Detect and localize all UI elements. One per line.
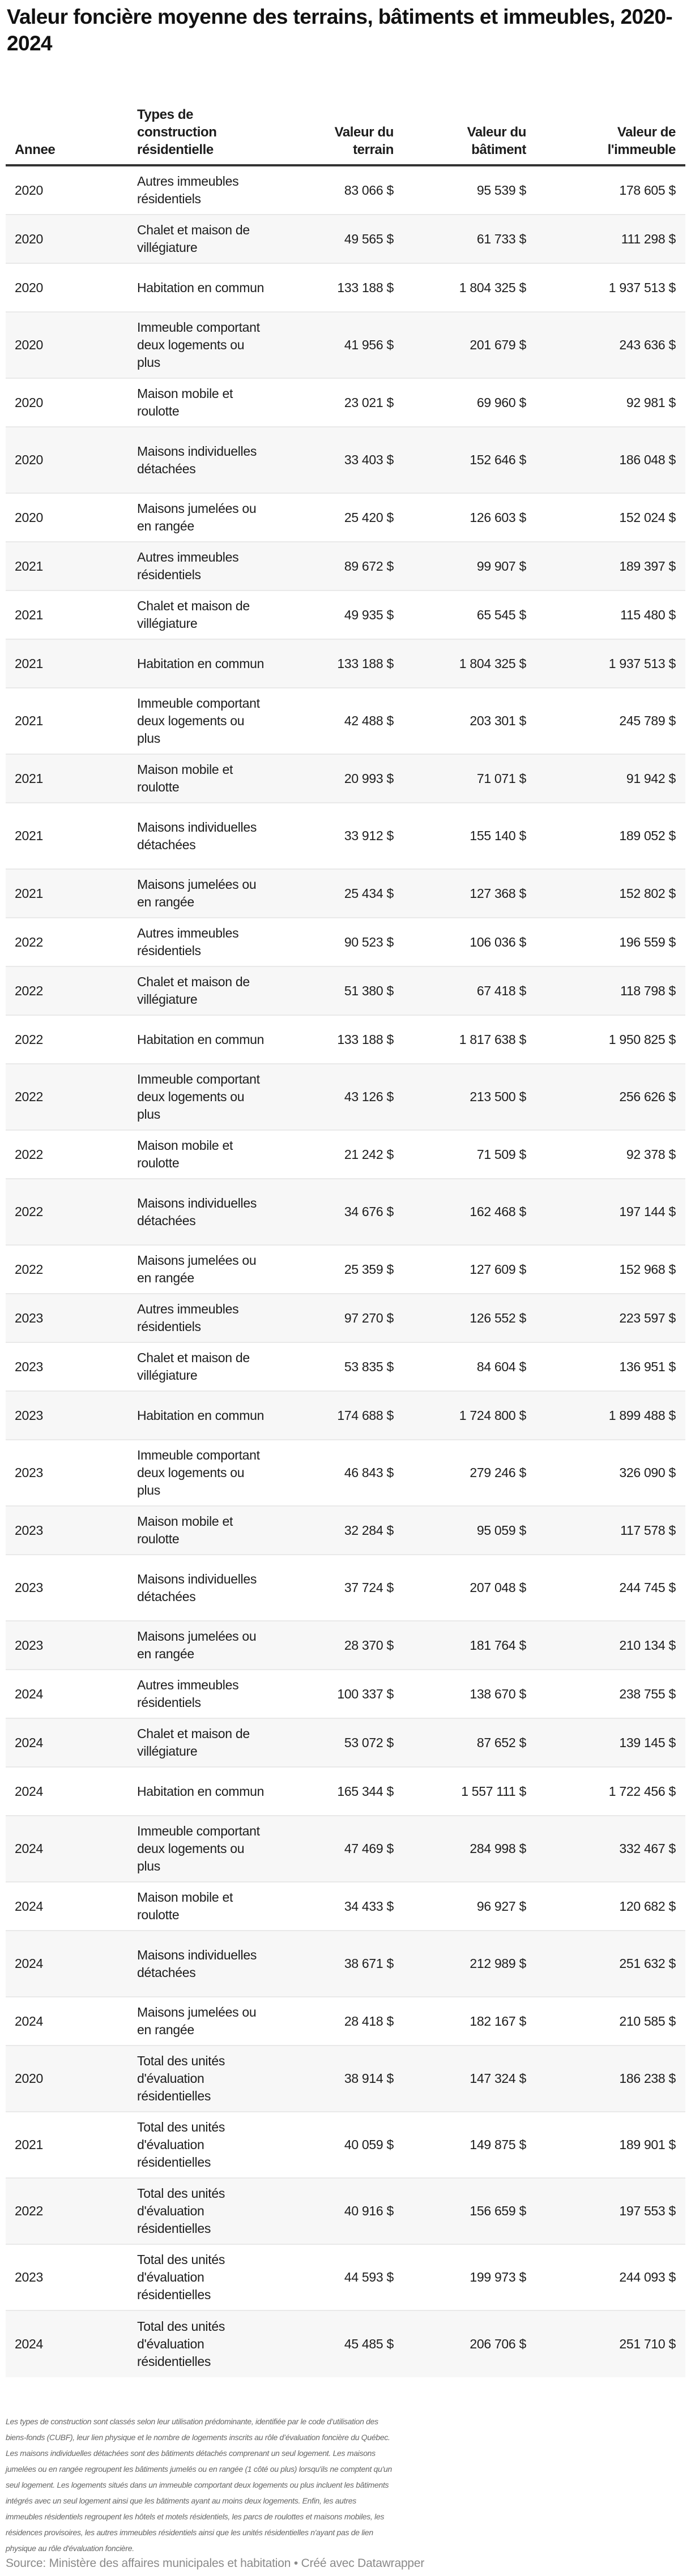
cell-land-value: 44 593 $ xyxy=(344,2270,394,2284)
cell-construction-type: Chalet et maison de villégiature xyxy=(137,222,250,255)
cell-property-value: 197 144 $ xyxy=(619,1204,676,1219)
cell-building-value: 138 670 $ xyxy=(470,1686,526,1701)
cell-year: 2024 xyxy=(15,1783,43,1799)
cell-land-value: 51 380 $ xyxy=(344,983,394,998)
cell-construction-type: Immeuble comportant deux logements ou plus xyxy=(137,320,260,370)
cell-land-value: 89 672 $ xyxy=(344,558,394,574)
cell-property-value: 243 636 $ xyxy=(619,337,676,352)
cell-construction-type: Maisons jumelées ou en rangée xyxy=(137,1629,257,1661)
table-row xyxy=(6,2112,685,2179)
cell-property-value: 111 298 $ xyxy=(621,231,676,246)
cell-property-value: 92 378 $ xyxy=(626,1146,676,1162)
cell-construction-type: Habitation en commun xyxy=(137,656,265,671)
cell-land-value: 38 914 $ xyxy=(344,2071,394,2086)
column-header-land-value[interactable]: Valeur du terrain xyxy=(334,125,394,157)
table-row xyxy=(6,1621,685,1670)
cell-year: 2021 xyxy=(15,607,43,622)
cell-year: 2023 xyxy=(15,1407,43,1423)
cell-property-value: 92 981 $ xyxy=(626,395,676,410)
cell-building-value: 61 733 $ xyxy=(476,231,526,246)
cell-land-value: 25 420 $ xyxy=(344,510,394,525)
cell-building-value: 199 973 $ xyxy=(470,2270,526,2284)
table-row xyxy=(6,918,685,967)
cell-construction-type: Autres immeubles résidentiels xyxy=(137,1302,239,1334)
table-row xyxy=(6,2311,685,2377)
cell-year: 2023 xyxy=(15,1359,43,1374)
cell-construction-type: Maisons jumelées ou en rangée xyxy=(137,501,257,533)
cell-property-value: 152 968 $ xyxy=(619,1261,676,1277)
cell-land-value: 133 188 $ xyxy=(337,656,394,671)
table-row xyxy=(6,803,685,870)
table-row xyxy=(6,264,685,313)
cell-construction-type: Total des unités d'évaluation résidentielles xyxy=(137,2186,225,2236)
footnote-line: biens-fonds (CUBF), leur lien physique et le nombre de logements inscrits au rôle d’évaluation foncière du Québec. xyxy=(6,2433,390,2442)
cell-year: 2023 xyxy=(15,1580,43,1595)
cell-land-value: 28 418 $ xyxy=(344,2013,394,2029)
cell-property-value: 120 682 $ xyxy=(619,1898,676,1914)
cell-land-value: 53 835 $ xyxy=(344,1359,394,1374)
cell-construction-type: Habitation en commun xyxy=(137,280,265,295)
table-row xyxy=(6,1440,685,1507)
data-table xyxy=(6,87,685,2377)
cell-land-value: 33 403 $ xyxy=(344,452,394,467)
cell-building-value: 182 167 $ xyxy=(470,2013,526,2029)
table-row xyxy=(6,1555,685,1621)
cell-construction-type: Immeuble comportant deux logements ou plus xyxy=(137,1072,260,1122)
cell-year: 2022 xyxy=(15,2203,43,2218)
cell-construction-type: Maisons individuelles détachées xyxy=(137,819,257,852)
cell-land-value: 25 359 $ xyxy=(344,1261,394,1277)
cell-property-value: 210 585 $ xyxy=(619,2013,676,2029)
cell-building-value: 1 817 638 $ xyxy=(459,1032,526,1047)
cell-year: 2020 xyxy=(15,2071,43,2086)
cell-construction-type: Maisons individuelles détachées xyxy=(137,1571,257,1604)
cell-year: 2020 xyxy=(15,452,43,467)
cell-construction-type: Maisons jumelées ou en rangée xyxy=(137,877,257,909)
cell-year: 2021 xyxy=(15,2137,43,2152)
cell-building-value: 1 557 111 $ xyxy=(461,1783,526,1799)
cell-land-value: 49 565 $ xyxy=(344,231,394,246)
cell-land-value: 174 688 $ xyxy=(337,1407,394,1423)
cell-construction-type: Maisons individuelles détachées xyxy=(137,1195,257,1228)
cell-construction-type: Maison mobile et roulotte xyxy=(137,762,233,794)
table-row xyxy=(6,427,685,494)
cell-year: 2020 xyxy=(15,280,43,295)
cell-construction-type: Maison mobile et roulotte xyxy=(137,1514,233,1546)
cell-year: 2021 xyxy=(15,771,43,786)
cell-land-value: 53 072 $ xyxy=(344,1735,394,1750)
cell-building-value: 147 324 $ xyxy=(470,2071,526,2086)
cell-construction-type: Immeuble comportant deux logements ou plus xyxy=(137,1824,260,1873)
table-row xyxy=(6,494,685,542)
table-row xyxy=(6,688,685,755)
cell-property-value: 152 802 $ xyxy=(619,885,676,901)
cell-property-value: 189 052 $ xyxy=(619,828,676,843)
table-row xyxy=(6,1246,685,1294)
cell-land-value: 34 676 $ xyxy=(344,1204,394,1219)
cell-land-value: 42 488 $ xyxy=(344,713,394,728)
cell-building-value: 181 764 $ xyxy=(470,1637,526,1653)
cell-year: 2021 xyxy=(15,828,43,843)
cell-property-value: 256 626 $ xyxy=(619,1089,676,1104)
cell-property-value: 197 553 $ xyxy=(619,2203,676,2218)
cell-construction-type: Chalet et maison de villégiature xyxy=(137,598,250,631)
cell-year: 2022 xyxy=(15,1089,43,1104)
cell-building-value: 87 652 $ xyxy=(476,1735,526,1750)
cell-property-value: 118 798 $ xyxy=(620,983,676,998)
table-row xyxy=(6,1507,685,1555)
cell-year: 2022 xyxy=(15,1261,43,1277)
table-row xyxy=(6,1179,685,1246)
cell-land-value: 25 434 $ xyxy=(344,885,394,901)
cell-construction-type: Habitation en commun xyxy=(137,1032,265,1047)
cell-construction-type: Immeuble comportant deux logements ou plus xyxy=(137,696,260,746)
cell-property-value: 1 722 456 $ xyxy=(608,1783,676,1799)
table-row xyxy=(6,967,685,1016)
cell-building-value: 71 071 $ xyxy=(476,771,526,786)
cell-land-value: 34 433 $ xyxy=(344,1898,394,1914)
cell-land-value: 100 337 $ xyxy=(337,1686,394,1701)
cell-land-value: 90 523 $ xyxy=(344,934,394,949)
cell-year: 2023 xyxy=(15,1465,43,1480)
cell-building-value: 71 509 $ xyxy=(476,1146,526,1162)
cell-year: 2022 xyxy=(15,1032,43,1047)
table-row xyxy=(6,379,685,427)
footnote-line: résidences provisoires, les autres immeubles résidentiels ainsi que les unités résidentielles n'ayant pas de lien xyxy=(6,2528,373,2537)
cell-land-value: 43 126 $ xyxy=(344,1089,394,1104)
cell-land-value: 133 188 $ xyxy=(337,1032,394,1047)
cell-property-value: 196 559 $ xyxy=(619,934,676,949)
cell-year: 2022 xyxy=(15,934,43,949)
cell-land-value: 41 956 $ xyxy=(344,337,394,352)
cell-land-value: 28 370 $ xyxy=(344,1637,394,1653)
table-row xyxy=(6,2245,685,2311)
cell-property-value: 1 950 825 $ xyxy=(608,1032,676,1047)
cell-year: 2020 xyxy=(15,231,43,246)
cell-year: 2024 xyxy=(15,1956,43,1971)
cell-year: 2021 xyxy=(15,713,43,728)
cell-construction-type: Chalet et maison de villégiature xyxy=(137,974,250,1007)
cell-year: 2021 xyxy=(15,885,43,901)
table-row xyxy=(6,542,685,591)
cell-property-value: 251 632 $ xyxy=(619,1956,676,1971)
cell-construction-type: Maisons jumelées ou en rangée xyxy=(137,2005,257,2037)
cell-property-value: 189 901 $ xyxy=(619,2137,676,2152)
cell-year: 2023 xyxy=(15,1310,43,1325)
footnote-line: immeubles résidentiels regroupent les hôtels et motels résidentiels, les parcs de roulottes et maisons mobiles, les xyxy=(6,2512,385,2521)
cell-construction-type: Maison mobile et roulotte xyxy=(137,1890,233,1922)
cell-building-value: 67 418 $ xyxy=(476,983,526,998)
cell-land-value: 47 469 $ xyxy=(344,1841,394,1856)
table-row xyxy=(6,2179,685,2245)
table-row xyxy=(6,313,685,379)
table-row xyxy=(6,1392,685,1440)
table-row xyxy=(6,166,685,215)
cell-property-value: 244 745 $ xyxy=(619,1580,676,1595)
cell-building-value: 152 646 $ xyxy=(470,452,526,467)
footnote-line: Les types de construction sont classés selon leur utilisation prédominante, identifiée par le code d’utilisation des xyxy=(6,2417,378,2426)
cell-construction-type: Total des unités d'évaluation résidentielles xyxy=(137,2319,225,2369)
cell-year: 2020 xyxy=(15,182,43,198)
cell-year: 2023 xyxy=(15,2270,43,2284)
cell-construction-type: Total des unités d'évaluation résidentielles xyxy=(137,2252,225,2302)
table-row xyxy=(6,1064,685,1131)
cell-year: 2024 xyxy=(15,1898,43,1914)
cell-year: 2024 xyxy=(15,1686,43,1701)
cell-building-value: 126 552 $ xyxy=(470,1310,526,1325)
cell-building-value: 127 609 $ xyxy=(470,1261,526,1277)
table-row xyxy=(6,1816,685,1882)
cell-construction-type: Chalet et maison de villégiature xyxy=(137,1350,250,1383)
cell-land-value: 133 188 $ xyxy=(337,280,394,295)
cell-land-value: 49 935 $ xyxy=(344,607,394,622)
cell-construction-type: Maisons individuelles détachées xyxy=(137,443,257,476)
cell-building-value: 156 659 $ xyxy=(470,2203,526,2218)
cell-year: 2021 xyxy=(15,656,43,671)
cell-land-value: 97 270 $ xyxy=(344,1310,394,1325)
table-row xyxy=(6,1719,685,1768)
cell-building-value: 126 603 $ xyxy=(470,510,526,525)
cell-building-value: 162 468 $ xyxy=(470,1204,526,1219)
cell-building-value: 279 246 $ xyxy=(470,1465,526,1480)
column-header-property-value[interactable]: Valeur de l'immeuble xyxy=(607,125,676,157)
cell-land-value: 20 993 $ xyxy=(344,771,394,786)
cell-year: 2024 xyxy=(15,2337,43,2351)
cell-construction-type: Chalet et maison de villégiature xyxy=(137,1726,250,1758)
cell-property-value: 152 024 $ xyxy=(619,510,676,525)
cell-property-value: 332 467 $ xyxy=(619,1841,676,1856)
cell-land-value: 38 671 $ xyxy=(344,1956,394,1971)
cell-year: 2024 xyxy=(15,2013,43,2029)
cell-land-value: 45 485 $ xyxy=(344,2337,394,2351)
table-row xyxy=(6,640,685,688)
cell-land-value: 37 724 $ xyxy=(344,1580,394,1595)
cell-property-value: 115 480 $ xyxy=(620,607,676,622)
cell-land-value: 32 284 $ xyxy=(344,1522,394,1538)
cell-year: 2020 xyxy=(15,337,43,352)
cell-property-value: 136 951 $ xyxy=(619,1359,676,1374)
cell-construction-type: Total des unités d'évaluation résidentielles xyxy=(137,2120,225,2170)
cell-building-value: 201 679 $ xyxy=(470,337,526,352)
cell-construction-type: Autres immeubles résidentiels xyxy=(137,174,239,206)
cell-land-value: 33 912 $ xyxy=(344,828,394,843)
cell-building-value: 95 059 $ xyxy=(476,1522,526,1538)
cell-construction-type: Maison mobile et roulotte xyxy=(137,386,233,418)
cell-construction-type: Autres immeubles résidentiels xyxy=(137,1678,239,1710)
cell-construction-type: Autres immeubles résidentiels xyxy=(137,550,239,582)
footnote-line: physique au rôle d'évaluation foncière. xyxy=(6,2544,134,2553)
cell-property-value: 1 937 513 $ xyxy=(608,280,676,295)
cell-building-value: 99 907 $ xyxy=(476,558,526,574)
table-row xyxy=(6,1768,685,1816)
cell-property-value: 139 145 $ xyxy=(619,1735,676,1750)
cell-property-value: 189 397 $ xyxy=(619,558,676,574)
cell-construction-type: Autres immeubles résidentiels xyxy=(137,926,239,958)
cell-property-value: 245 789 $ xyxy=(619,713,676,728)
cell-property-value: 210 134 $ xyxy=(619,1637,676,1653)
table-row xyxy=(6,1670,685,1719)
table-row xyxy=(6,2046,685,2112)
page-title: Valeur foncière moyenne des terrains, bâtiments et immeubles, 2020-2024 xyxy=(7,5,673,55)
cell-land-value: 40 916 $ xyxy=(344,2203,394,2218)
cell-construction-type: Habitation en commun xyxy=(137,1783,265,1799)
footnote-line: Les maisons individuelles détachées sont des bâtiments détachés comprenant un seul logement. Les maisons xyxy=(6,2449,376,2458)
cell-property-value: 1 899 488 $ xyxy=(608,1407,676,1423)
cell-property-value: 186 238 $ xyxy=(619,2071,676,2086)
cell-building-value: 213 500 $ xyxy=(470,1089,526,1104)
cell-building-value: 284 998 $ xyxy=(470,1841,526,1856)
cell-building-value: 203 301 $ xyxy=(470,713,526,728)
column-header-type[interactable]: Types de construction résidentielle xyxy=(137,107,217,157)
table-header xyxy=(6,87,685,166)
cell-building-value: 206 706 $ xyxy=(470,2337,526,2351)
cell-construction-type: Immeuble comportant deux logements ou plus xyxy=(137,1448,260,1497)
cell-year: 2023 xyxy=(15,1637,43,1653)
cell-property-value: 178 605 $ xyxy=(619,182,676,198)
cell-construction-type: Total des unités d'évaluation résidentielles xyxy=(137,2053,225,2103)
cell-building-value: 1 724 800 $ xyxy=(459,1407,526,1423)
cell-construction-type: Habitation en commun xyxy=(137,1407,265,1423)
cell-building-value: 69 960 $ xyxy=(476,395,526,410)
cell-year: 2021 xyxy=(15,558,43,574)
footnote-line: jumelées ou en rangée regroupent les bâtiments jumelés ou en rangée (1 côté ou plus) lorsqu'ils ne comptent qu'un xyxy=(6,2464,392,2474)
cell-building-value: 96 927 $ xyxy=(476,1898,526,1914)
cell-building-value: 127 368 $ xyxy=(470,885,526,901)
cell-land-value: 83 066 $ xyxy=(344,182,394,198)
cell-year: 2024 xyxy=(15,1735,43,1750)
cell-building-value: 155 140 $ xyxy=(470,828,526,843)
table-row xyxy=(6,1882,685,1931)
cell-year: 2020 xyxy=(15,395,43,410)
cell-year: 2023 xyxy=(15,1522,43,1538)
cell-year: 2024 xyxy=(15,1841,43,1856)
table-row xyxy=(6,1997,685,2046)
column-header-year[interactable]: Annee xyxy=(15,142,56,157)
cell-property-value: 326 090 $ xyxy=(619,1465,676,1480)
cell-construction-type: Maisons individuelles détachées xyxy=(137,1947,257,1980)
cell-year: 2020 xyxy=(15,510,43,525)
footnote-line: intégrés avec un seul logement ainsi que les bâtiments ayant au moins deux logements. Enfin, les autres xyxy=(6,2496,356,2505)
table-row xyxy=(6,1131,685,1179)
cell-land-value: 165 344 $ xyxy=(337,1783,394,1799)
table-body xyxy=(6,166,685,2377)
cell-building-value: 106 036 $ xyxy=(470,934,526,949)
table-row xyxy=(6,1343,685,1392)
source-credit: Source: Ministère des affaires municipales et habitation • Créé avec Datawrapper xyxy=(6,2557,425,2570)
cell-property-value: 91 942 $ xyxy=(626,771,676,786)
table-row xyxy=(6,215,685,264)
cell-land-value: 21 242 $ xyxy=(344,1146,394,1162)
cell-land-value: 40 059 $ xyxy=(344,2137,394,2152)
cell-land-value: 23 021 $ xyxy=(344,395,394,410)
cell-land-value: 46 843 $ xyxy=(344,1465,394,1480)
cell-property-value: 244 093 $ xyxy=(619,2270,676,2284)
cell-property-value: 223 597 $ xyxy=(619,1310,676,1325)
cell-building-value: 1 804 325 $ xyxy=(459,280,526,295)
cell-building-value: 95 539 $ xyxy=(476,182,526,198)
cell-building-value: 149 875 $ xyxy=(470,2137,526,2152)
cell-property-value: 117 578 $ xyxy=(620,1522,676,1538)
cell-year: 2022 xyxy=(15,1146,43,1162)
cell-property-value: 186 048 $ xyxy=(619,452,676,467)
cell-property-value: 1 937 513 $ xyxy=(608,656,676,671)
cell-year: 2022 xyxy=(15,983,43,998)
table-row xyxy=(6,1931,685,1997)
cell-construction-type: Maisons jumelées ou en rangée xyxy=(137,1253,257,1285)
cell-building-value: 1 804 325 $ xyxy=(459,656,526,671)
cell-property-value: 238 755 $ xyxy=(619,1686,676,1701)
cell-building-value: 207 048 $ xyxy=(470,1580,526,1595)
column-header-building-value[interactable]: Valeur du bâtiment xyxy=(467,125,526,157)
cell-construction-type: Maison mobile et roulotte xyxy=(137,1138,233,1170)
table-row xyxy=(6,591,685,640)
cell-building-value: 65 545 $ xyxy=(476,607,526,622)
cell-building-value: 212 989 $ xyxy=(470,1956,526,1971)
cell-property-value: 251 710 $ xyxy=(619,2337,676,2351)
footnote-line: seul logement. Les logements situés dans un immeuble comportant deux logements ou plus incluent les bâtiments xyxy=(6,2480,389,2489)
table-row xyxy=(6,755,685,803)
footnote xyxy=(6,2414,688,2556)
table-row xyxy=(6,870,685,918)
cell-year: 2022 xyxy=(15,1204,43,1219)
table-row xyxy=(6,1016,685,1064)
cell-building-value: 84 604 $ xyxy=(476,1359,526,1374)
table-row xyxy=(6,1294,685,1343)
